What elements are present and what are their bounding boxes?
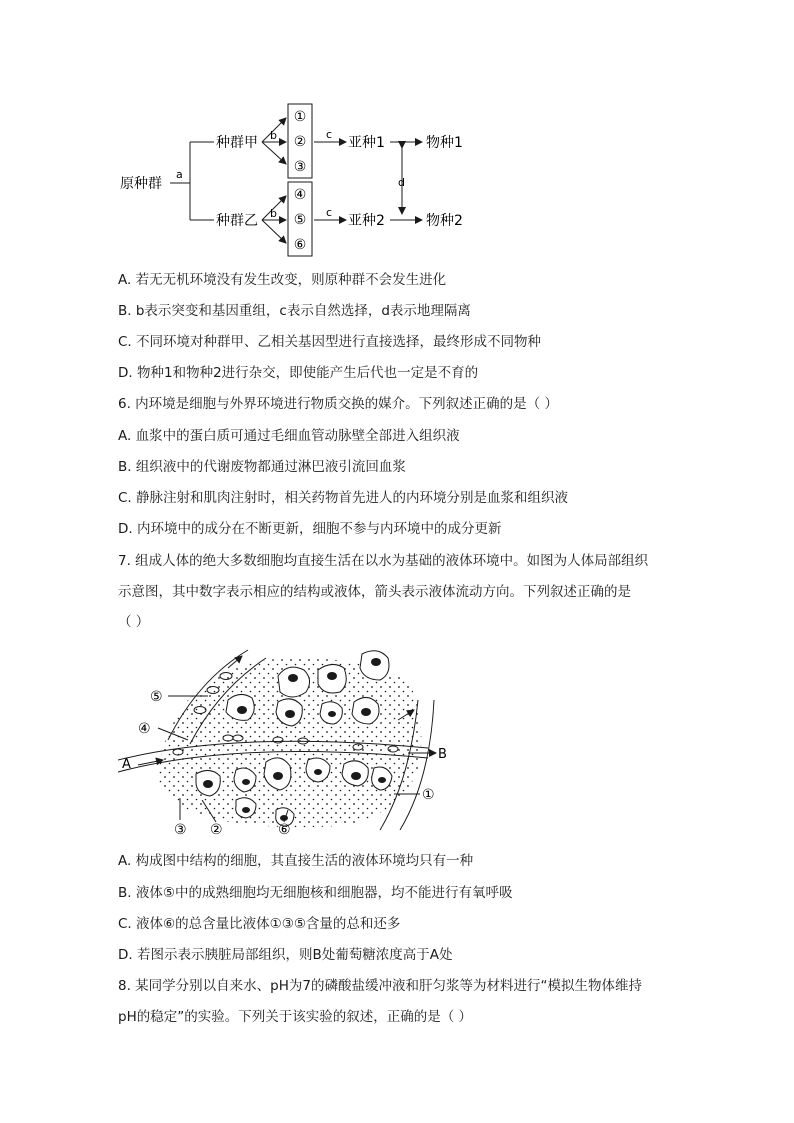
q5-option-b: B. b表示突变和基因重组，c表示自然选择，d表示地理隔离 (118, 303, 471, 319)
nucleus (237, 706, 247, 714)
edge-b-label: b (270, 207, 277, 220)
q7-option-d: D. 若图示表示胰脏局部组织，则B处葡萄糖浓度高于A处 (118, 947, 453, 963)
arrow (262, 220, 286, 243)
label-2: ② (210, 822, 223, 838)
nucleus (378, 777, 386, 783)
source-population-label: 原种群 (120, 176, 162, 192)
subspecies-2-label: 亚种2 (348, 213, 385, 229)
nucleus (351, 772, 361, 780)
q6-option-c: C. 静脉注射和肌肉注射时，相关药物首先进人的内环境分别是血浆和组织液 (118, 490, 569, 506)
q5-option-c: C. 不同环境对种群甲、乙相关基因型进行直接选择，最终形成不同物种 (118, 334, 542, 350)
q8-stem-line-1: 8. 某同学分别以自来水、pH为7的磷酸盐缓冲液和肝匀浆等为材料进行“模拟生物体维持 (118, 978, 642, 994)
box-1-item-1: ① (293, 109, 307, 125)
nucleus (242, 779, 250, 785)
label-6: ⑥ (278, 822, 291, 838)
q7-stem-line-2: 示意图，其中数字表示相应的结构或液体，箭头表示液体流动方向。下列叙述正确的是 (118, 584, 631, 600)
population-1-label: 种群甲 (216, 135, 258, 151)
q7-option-c: C. 液体⑥的总含量比液体①③⑤含量的总和还多 (118, 916, 401, 932)
nucleus (242, 807, 250, 813)
tissue-diagram (118, 640, 458, 844)
nucleus (285, 710, 295, 718)
species-1-label: 物种1 (426, 135, 463, 151)
label-5: ⑤ (150, 689, 163, 705)
nucleus (288, 674, 298, 682)
population-2-label: 种群乙 (216, 213, 258, 229)
nucleus (361, 708, 371, 716)
q7-stem-line-3: （ ） (118, 614, 150, 630)
label-3: ③ (174, 822, 187, 838)
q5-option-d: D. 物种1和物种2进行杂交，即使能产生后代也一定是不育的 (118, 365, 479, 381)
label-1: ① (422, 787, 435, 803)
label-4: ④ (138, 721, 151, 737)
nucleus (314, 769, 322, 775)
edge-b-label: b (270, 129, 277, 142)
label-a: A (122, 757, 131, 772)
cell (278, 667, 310, 697)
species-2-label: 物种2 (426, 213, 463, 229)
nucleus (280, 815, 288, 821)
box-2-item-3: ⑥ (293, 237, 307, 253)
q7-option-b: B. 液体⑤中的成熟细胞均无细胞核和细胞器，均不能进行有氧呼吸 (118, 885, 513, 901)
subspecies-1-label: 亚种1 (348, 135, 385, 151)
box-2-item-2: ⑤ (293, 212, 307, 228)
edge-c-label: c (326, 128, 333, 141)
q7-stem-line-1: 7. 组成人体的绝大多数细胞均直接生活在以水为基础的液体环境中。如图为人体局部组织 (118, 553, 649, 569)
q8-stem-line-2: pH的稳定”的实验。下列关于该实验的叙述，正确的是（ ） (118, 1009, 473, 1025)
label-b: B (438, 747, 447, 762)
q6-stem: 6. 内环境是细胞与外界环境进行物质交换的媒介。下列叙述正确的是（ ） (118, 396, 558, 412)
edge-d-label: d (398, 176, 405, 189)
edge-a-label: a (176, 168, 183, 181)
q6-option-b: B. 组织液中的代谢废物都通过淋巴液引流回血浆 (118, 459, 406, 475)
nucleus (273, 772, 283, 780)
tissue-diagram-svg (118, 640, 458, 840)
edge-c-label: c (326, 206, 333, 219)
q5-option-a: A. 若无无机环境没有发生改变，则原种群不会发生进化 (118, 272, 447, 288)
q6-option-d: D. 内环境中的成分在不断更新，细胞不参与内环境中的成分更新 (118, 521, 502, 537)
q6-option-a: A. 血浆中的蛋白质可通过毛细血管动脉壁全部进入组织液 (118, 428, 460, 444)
box-1-item-2: ② (293, 134, 307, 150)
speciation-diagram-svg (110, 98, 470, 258)
speciation-diagram (110, 98, 470, 262)
arrow (262, 142, 286, 164)
nucleus (328, 711, 336, 717)
nucleus (327, 672, 337, 680)
nucleus (203, 780, 213, 788)
box-1-item-3: ③ (293, 159, 307, 175)
box-2-item-1: ④ (293, 187, 307, 203)
q7-option-a: A. 构成图中结构的细胞，其直接生活的液体环境均只有一种 (118, 853, 474, 869)
nucleus (371, 658, 381, 666)
